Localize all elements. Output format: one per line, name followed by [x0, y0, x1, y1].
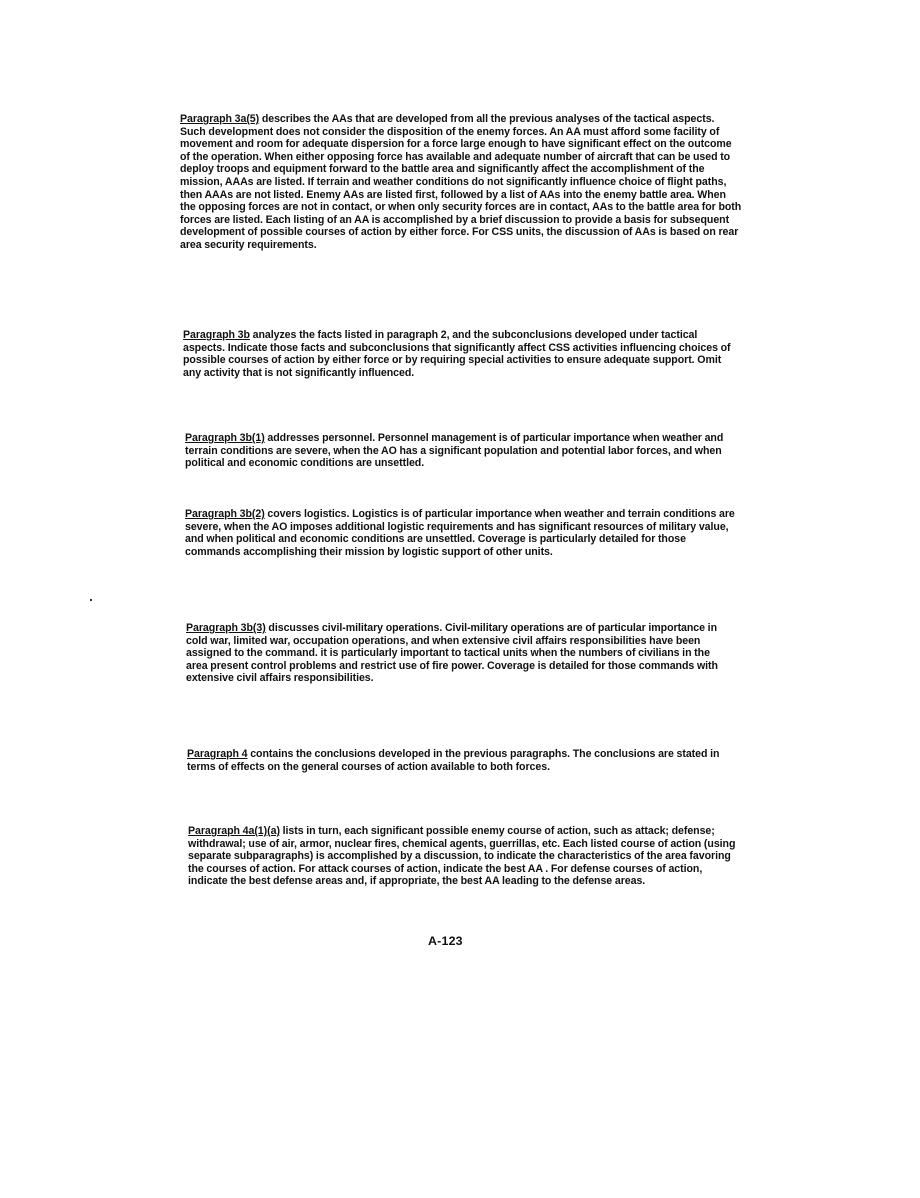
paragraph-3a5 [180, 113, 742, 252]
paragraph-3b3 [186, 622, 720, 685]
paragraph-3b1 [185, 432, 730, 470]
paragraph-4-heading: Paragraph 4 [187, 748, 248, 760]
paragraph-3b-heading: Paragraph 3b [183, 329, 250, 341]
paragraph-3b-text: analyzes the facts listed in paragraph 2, and the subconclusions developed under tactical aspects. Indicate those facts and subconclusions that significantly affect CSS activities influencing choices of possible courses of action by either force or by requiring special activities to ensure adequate support. Omit any activity that is not significantly influenced. [183, 329, 731, 379]
paragraph-3b2 [185, 508, 737, 558]
paragraph-3b [183, 329, 737, 379]
paragraph-3b1-text: addresses personnel. Personnel management is of particular importance when weather and terrain conditions are severe, when the AO has a significant population and potential labor forces, and when political and economic conditions are unsettled. [185, 432, 724, 470]
paragraph-3a5-text: describes the AAs that are developed from all the previous analyses of the tactical aspects. Such development does not consider the disposition of the enemy forces. An AA must afford some facility of movement and room for adequate dispersion for a force large enough to have significant effect on the outcome of the operation. When either opposing force has available and adequate number of aircraft that can be used to deploy troops and equipment forward to the battle area and significantly affect the accomplishment of the mission, AAAs are listed. If terrain and weather conditions do not significantly influence choice of flight paths, then AAAs are not listed. Enemy AAs are listed first, followed by a list of AAs into the enemy battle area. When the opposing forces are not in contact, or when only security forces are in contact, AAs to the battle area for both forces are listed. Each listing of an AA is accomplished by a brief discussion to provide a basis for subsequent development of possible courses of action by either force. For CSS units, the discussion of AAs is based on rear area security requirements. [180, 113, 742, 251]
paragraph-3b3-text: discusses civil-military operations. Civil-military operations are of particular importance in cold war, limited war, occupation operations, and when extensive civil affairs responsibilities have been assigned to the command. it is particularly important to tactical units when the numbers of civilians in the area present control problems and restrict use of fire power. Coverage is detailed for those commands with extensive civil affairs responsibilities. [186, 622, 718, 685]
paragraph-3b1-heading: Paragraph 3b(1) [185, 432, 265, 444]
paragraph-3b2-text: covers logistics. Logistics is of particular importance when weather and terrain conditions are severe, when the AO imposes additional logistic requirements and has significant resources of military value, and when political and economic conditions are unsettled. Coverage is particularly detailed for those commands accomplishing their mission by logistic support of other units. [185, 508, 735, 558]
paragraph-3a5-heading: Paragraph 3a(5) [180, 113, 260, 125]
page-number: A-123 [428, 934, 463, 948]
paragraph-3b3-heading: Paragraph 3b(3) [186, 622, 266, 634]
scan-speck [90, 599, 92, 601]
paragraph-4a1a-text: lists in turn, each significant possible enemy course of action, such as attack; defense; withdrawal; use of air, armor, nuclear fires, chemical agents, guerrillas, etc. Each listed course of action (using separate subparagraphs) is accomplished by a discussion, to indicate the characteristics of the area favoring the courses of action. For attack courses of action, indicate the best AA . For defense courses of action, indicate the best defense areas and, if appropriate, the best AA leading to the defense areas. [188, 825, 736, 888]
paragraph-4-text: contains the conclusions developed in the previous paragraphs. The conclusions are stated in terms of effects on the general courses of action available to both forces. [187, 748, 720, 773]
paragraph-3b2-heading: Paragraph 3b(2) [185, 508, 265, 520]
paragraph-4 [187, 748, 732, 773]
paragraph-4a1a [188, 825, 740, 888]
paragraph-4a1a-heading: Paragraph 4a(1)(a) [188, 825, 280, 837]
